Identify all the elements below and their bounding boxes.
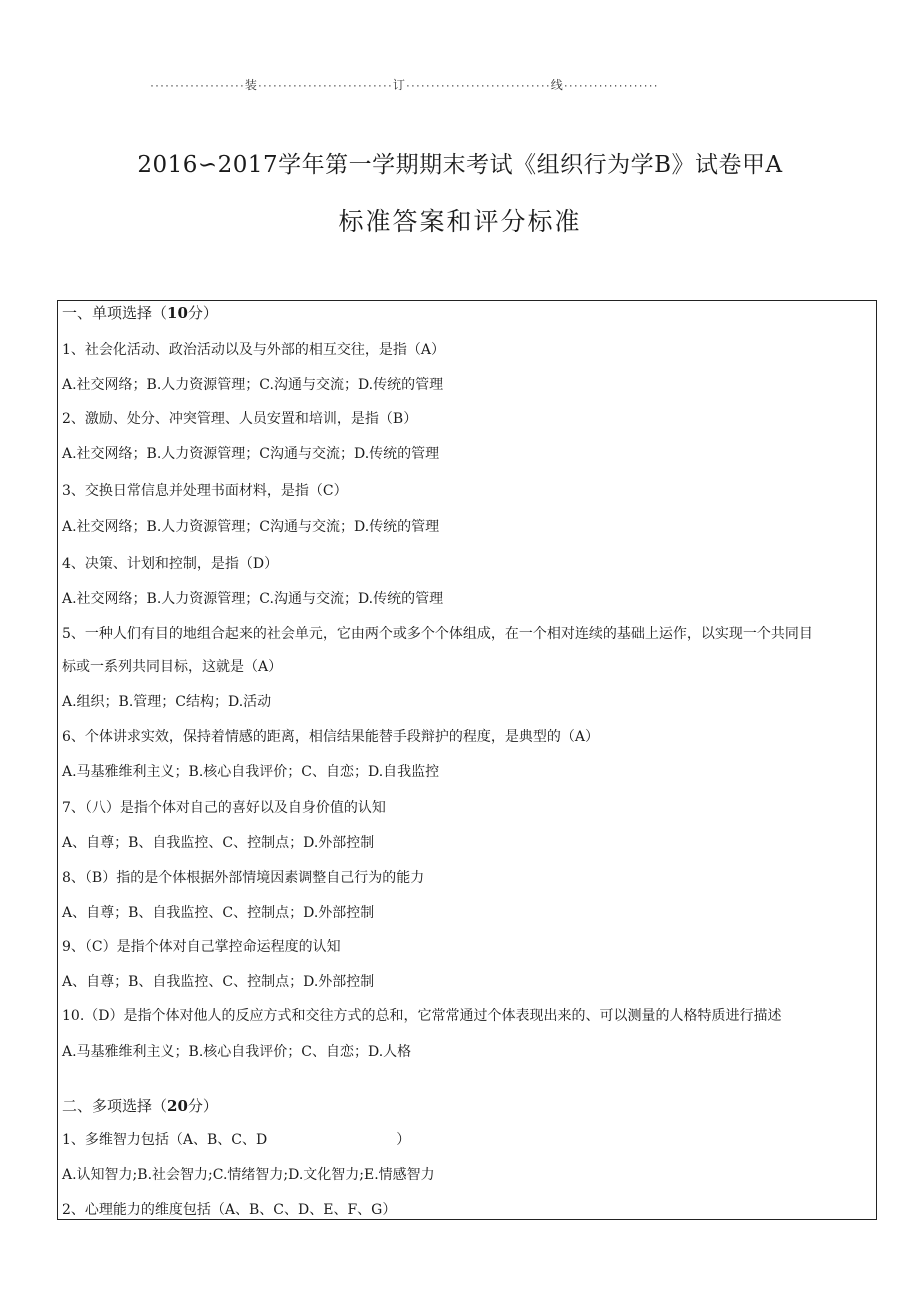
- question-9: 9、（C）是指个体对自己掌控命运程度的认知: [62, 939, 341, 955]
- answer-box: [57, 300, 877, 1220]
- section-heading-prefix: 二、多项选择（: [62, 1097, 168, 1115]
- options-2: A.社交网络；B.人力资源管理；C沟通与交流；D.传统的管理: [62, 446, 440, 462]
- question-6: 6、个体讲求实效，保持着情感的距离，相信结果能替手段辩护的程度，是典型的（A）: [62, 729, 600, 745]
- options-10: A.马基雅维利主义；B.核心自我评价；C、自恋；D.人格: [62, 1044, 412, 1060]
- question-10: 10.（D）是指个体对他人的反应方式和交往方式的总和，它常常通过个体表现出来的、可以测量的人格特质进行描述: [62, 1008, 782, 1024]
- section-heading-multiple-choice: [62, 1096, 870, 1116]
- options-3: A.社交网络；B.人力资源管理；C沟通与交流；D.传统的管理: [62, 519, 440, 535]
- question-5-line-2: 标或一系列共同目标，这就是（A）: [62, 659, 283, 675]
- question-7: 7、（八）是指个体对自己的喜好以及自身价值的认知: [62, 800, 386, 816]
- document-subtitle: 标准答案和评分标准: [338, 207, 582, 236]
- section-points: 20: [167, 1097, 188, 1115]
- section-points: 10: [167, 304, 188, 322]
- mc-options-1: A.认知智力;B.社会智力;C.情绪智力;D.文化智力;E.情感智力: [62, 1167, 435, 1183]
- question-8: 8、（B）指的是个体根据外部情境因素调整自己行为的能力: [62, 870, 425, 886]
- section-heading-single-choice: [62, 303, 870, 323]
- question-4: 4、决策、计划和控制，是指（D）: [62, 556, 279, 572]
- options-9: A、自尊；B、自我监控、C、控制点；D.外部控制: [62, 974, 375, 990]
- section-heading-prefix: 一、单项选择（: [62, 304, 168, 322]
- mc-question-1: 1、多维智力包括（A、B、C、D ）: [62, 1132, 411, 1148]
- options-4: A.社交网络；B.人力资源管理；C.沟通与交流；D.传统的管理: [62, 591, 444, 607]
- question-2: 2、激励、处分、冲突管理、人员安置和培训，是指（B）: [62, 411, 418, 427]
- exam-title: 2016∽2017学年第一学期期末考试《组织行为学B》试卷甲A: [137, 152, 783, 178]
- section-heading-suffix: 分）: [187, 304, 218, 322]
- mc-question-2: 2、心理能力的维度包括（A、B、C、D、E、F、G）: [62, 1202, 397, 1218]
- options-5: A.组织；B.管理；C结构；D.活动: [62, 694, 272, 710]
- options-7: A、自尊；B、自我监控、C、控制点；D.外部控制: [62, 835, 375, 851]
- section-heading-suffix: 分）: [187, 1097, 218, 1115]
- options-8: A、自尊；B、自我监控、C、控制点；D.外部控制: [62, 905, 375, 921]
- question-5-line-1: 5、一种人们有目的地组合起来的社会单元，它由两个或多个个体组成，在一个相对连续的基础上运作，以实现一个共同目: [62, 626, 813, 642]
- question-1: 1、社会化活动、政治活动以及与外部的相互交往，是指（A）: [62, 342, 446, 358]
- options-1: A.社交网络；B.人力资源管理；C.沟通与交流；D.传统的管理: [62, 377, 444, 393]
- binding-line: ···················装···························订·····························线···················: [150, 78, 659, 92]
- question-3: 3、交换日常信息并处理书面材料，是指（C）: [62, 483, 348, 499]
- options-6: A.马基雅维利主义；B.核心自我评价；C、自恋；D.自我监控: [62, 764, 440, 780]
